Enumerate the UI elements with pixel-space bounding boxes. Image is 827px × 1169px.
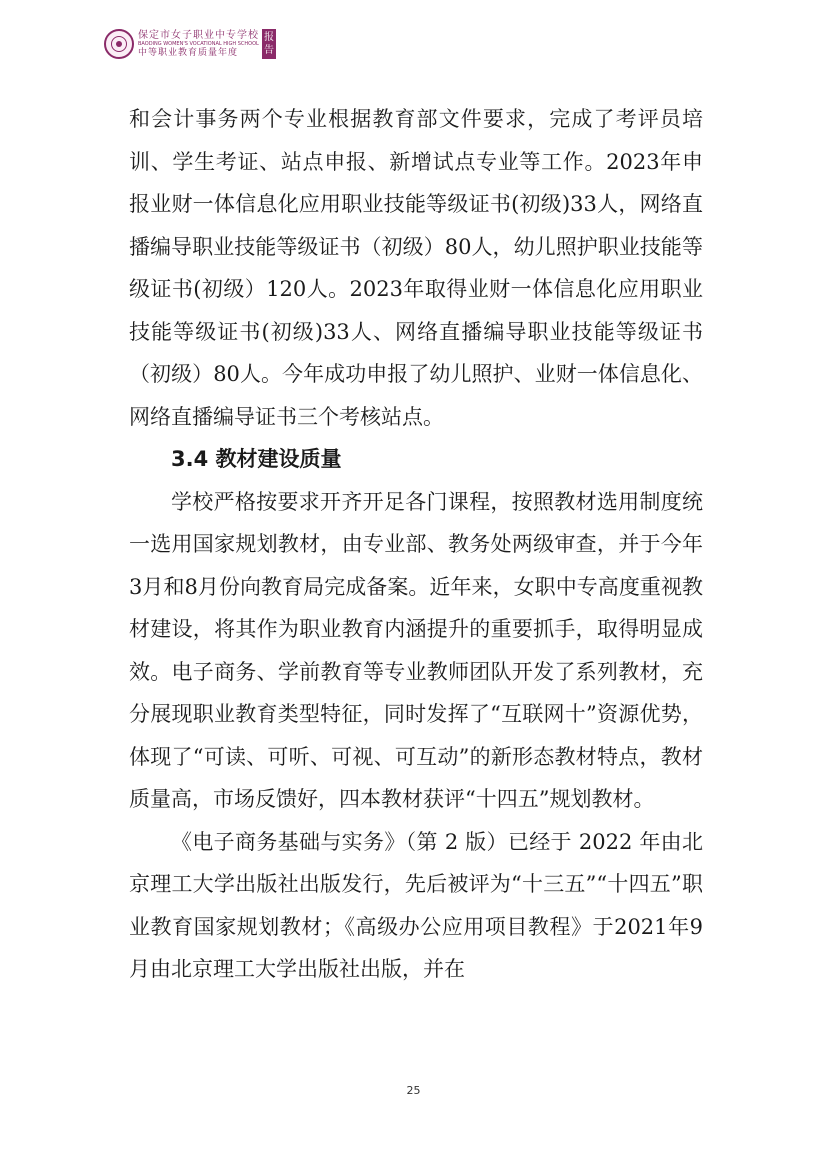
school-name-en: BAODING WOMEN'S VOCATIONAL HIGH SCHOOL bbox=[138, 40, 259, 47]
report-subtitle: 中等职业教育质量年度 bbox=[138, 47, 239, 58]
page-body bbox=[129, 98, 703, 991]
page-header bbox=[104, 26, 276, 62]
badge-char-2: 告 bbox=[264, 45, 274, 56]
header-text bbox=[138, 30, 259, 59]
report-badge bbox=[262, 29, 276, 59]
page-number: 25 bbox=[406, 1084, 421, 1097]
badge-char-1: 报 bbox=[264, 32, 274, 43]
school-name: 保定市女子职业中专学校 bbox=[138, 29, 259, 41]
school-logo-icon bbox=[104, 29, 134, 59]
section-heading: 3.4 教材建设质量 bbox=[171, 447, 342, 471]
paragraph-textbooks: 学校严格按要求开齐开足各门课程，按照教材选用制度统一选用国家规划教材，由专业部、教务处两级审查，并于今年3月和8月份向教育局完成备案。近年来，女职中专高度重视教材建设，将其作为职业教育内涵提升的重要抓手，取得明显成效。电子商务、学前教育等专业教师团队开发了系列教材，充分展现职业教育类型特征，同时发挥了“互联网十”资源优势，体现了“可读、可听、可视、可互动”的新形态教材特点，教材质量高，市场反馈好，四本教材获评“十四五”规划教材。 bbox=[129, 489, 703, 811]
paragraph-ecommerce-book: 《电子商务基础与实务》（第 2 版）已经于 2022 年由北京理工大学出版社出版发行，先后被评为“十三五”“十四五”职业教育国家规划教材；《高级办公应用项目教程》于2021年9月由北京理工大学出版社出版，并在 bbox=[129, 829, 703, 981]
paragraph-certificates: 和会计事务两个专业根据教育部文件要求，完成了考评员培训、学生考证、站点申报、新增试点专业等工作。2023年申报业财一体信息化应用职业技能等级证书(初级)33人，网络直播编导职业技能等级证书（初级）80人，幼儿照护职业技能等级证书(初级）120人。2023年取得业财一体信息化应用职业技能等级证书(初级)33人、网络直播编导职业技能等级证书（初级）80人。今年成功申报了幼儿照护、业财一体信息化、网络直播编导证书三个考核站点。 bbox=[129, 107, 703, 429]
